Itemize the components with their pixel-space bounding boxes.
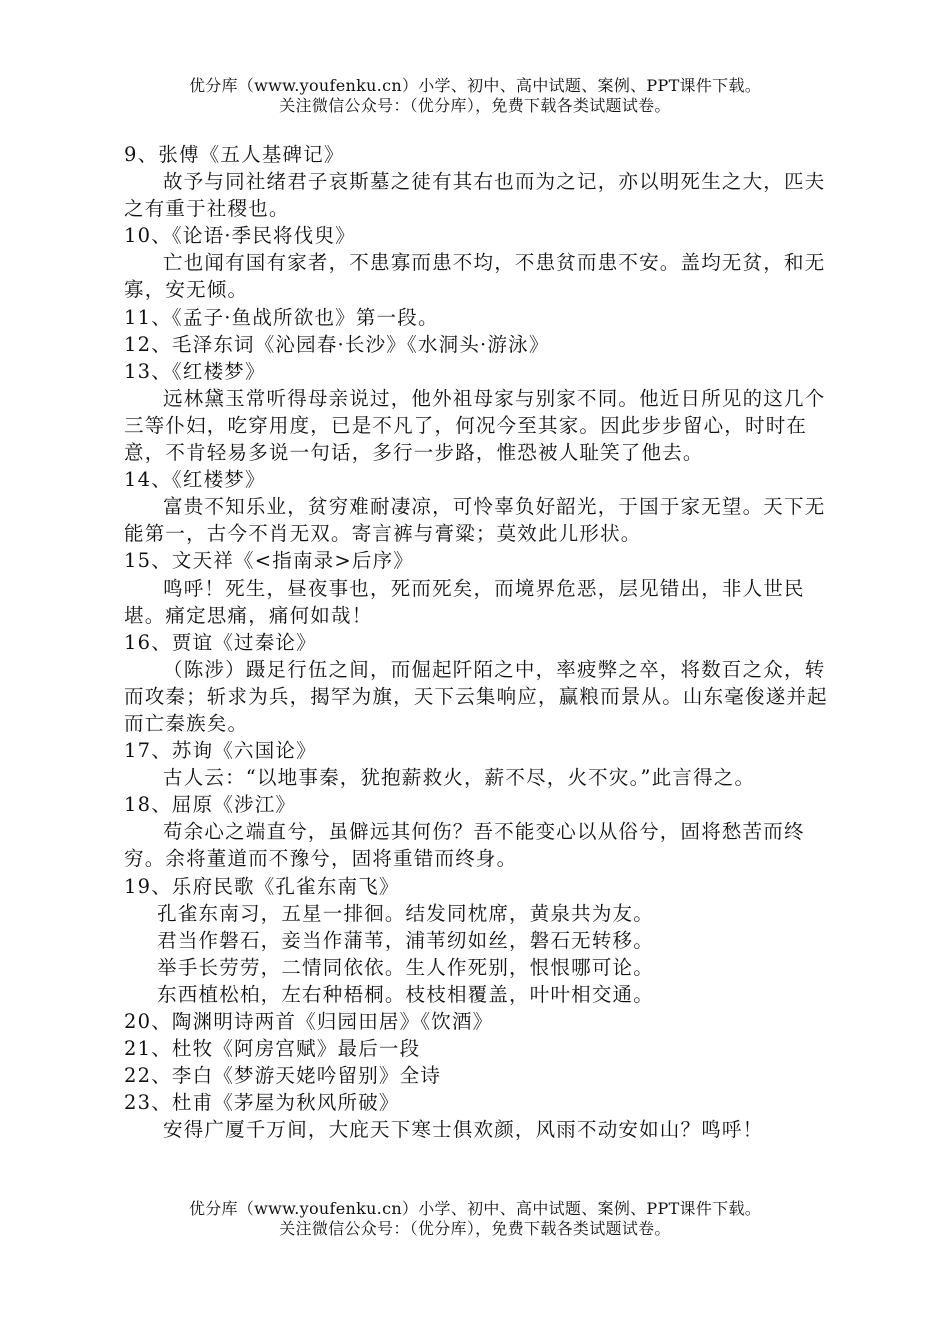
item-heading: 21、杜牧《阿房宫赋》最后一段 <box>124 1037 421 1061</box>
item-heading: 10、《论语·季民将伐臾》 <box>124 224 356 248</box>
item-heading: 23、杜甫《茅屋为秋风所破》 <box>124 1091 400 1115</box>
item-passage: 苟余心之端直兮，虽僻远其何伤？吾不能变心以从俗兮，固将愁苦而终穷。余将董道而不豫兮，固将重错而终身。 <box>124 820 805 871</box>
poem-verse: 东西植松柏，左右种梧桐。枝枝相覆盖，叶叶相交通。 <box>157 982 654 1006</box>
item-passage: 鸣呼！死生，昼夜事也，死而死矣，而境界危恶，层见错出，非人世民堪。痛定思痛，痛何如哉！ <box>124 576 805 627</box>
footer-line-2: 关注微信公众号：（优分库），免费下载各类试题试卷。 <box>279 1219 671 1238</box>
item-passage: 远林黛玉常听得母亲说过，他外祖母家与别家不同。他近日所见的这几个三等仆妇，吃穿用度，已是不凡了，何况今至其家。因此步步留心，时时在意，不肯轻易多说一句话，多行一步路，惟恐被人耻笑了他去。 <box>124 386 826 465</box>
item-passage: 古人云：“以地事秦，犹抱薪救火，薪不尽，火不灾。”此言得之。 <box>163 766 756 790</box>
document-body <box>124 141 844 1143</box>
item-heading: 15、文天祥《<指南录>后序》 <box>124 549 414 573</box>
item-heading: 17、苏询《六国论》 <box>124 739 317 763</box>
item-heading: 22、李白《梦游天姥吟留别》全诗 <box>124 1064 442 1088</box>
item-passage: 安得广厦千万间，大庇天下寒士俱欢颜，风雨不动安如山？鸣呼！ <box>163 1118 764 1142</box>
item-heading: 20、陶渊明诗两首《归园田居》《饮酒》 <box>124 1010 494 1033</box>
item-passage: 故予与同社绪君子哀斯墓之徒有其右也而为之记，亦以明死生之大，匹夫之有重于社稷也。 <box>124 170 826 221</box>
item-passage: （陈涉）蹑足行伍之间，而倔起阡陌之中，率疲弊之卒，将数百之众，转而攻秦；斩求为兵，揭罕为旗，天下云集响应，赢粮而景从。山东毫俊遂并起而亡秦族矣。 <box>124 657 828 735</box>
item-heading: 11、《孟子·鱼战所欲也》第一段。 <box>124 305 439 329</box>
item-heading: 19、乐府民歌《孔雀东南飞》 <box>124 874 400 898</box>
item-heading: 12、毛泽东词《沁园春·长沙》《水洞头·游泳》 <box>124 332 550 356</box>
poem-verse: 君当作磐石，妾当作蒲苇，浦苇纫如丝，磐石无转移。 <box>157 928 654 952</box>
item-passage: 富贵不知乐业，贫穷难耐凄凉，可怜辜负好韶光，于国于家无望。天下无能第一，古今不肖无双。寄言裤与膏粱；莫效此儿形状。 <box>124 495 826 546</box>
item-heading: 16、贾谊《过秦论》 <box>124 630 317 654</box>
page-footer <box>0 1199 950 1239</box>
item-passage: 亡也闻有国有家者，不患寡而患不均，不患贫而患不安。盖均无贫，和无寡，安无倾。 <box>124 251 826 302</box>
item-heading: 18、屈原《涉江》 <box>124 793 297 817</box>
poem-verse: 孔雀东南习，五星一排徊。结发同枕席，黄泉共为友。 <box>157 901 654 925</box>
poem-verse: 举手长劳劳，二情同依依。生人作死别，恨恨哪可论。 <box>157 955 654 979</box>
header-line-1: 优分库（www.youfenku.cn）小学、初中、高中试题、案例、PPT课件下载。 <box>188 76 762 95</box>
page-header <box>0 76 950 116</box>
footer-line-1: 优分库（www.youfenku.cn）小学、初中、高中试题、案例、PPT课件下载。 <box>188 1199 762 1218</box>
item-heading: 13、《红楼梦》 <box>124 359 266 383</box>
header-line-2: 关注微信公众号：（优分库），免费下载各类试题试卷。 <box>279 96 671 115</box>
item-heading: 9、张傅《五人基碑记》 <box>124 143 345 166</box>
item-heading: 14、《红楼梦》 <box>124 468 266 492</box>
